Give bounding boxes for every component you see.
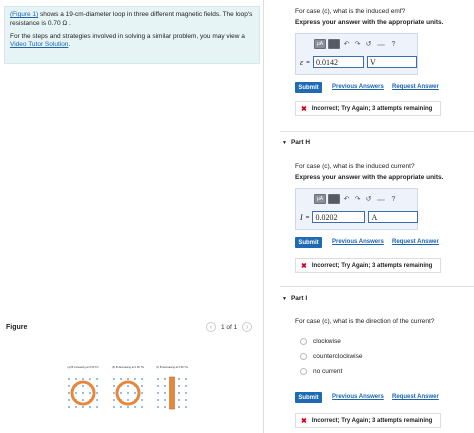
templates-icon[interactable]: μA [314, 194, 326, 204]
part-g-unit-input[interactable]: V [367, 56, 417, 68]
help-icon[interactable]: ? [391, 195, 396, 203]
field-dot [164, 385, 166, 387]
field-dot [178, 399, 180, 401]
column-divider [263, 0, 264, 433]
strategy-text [10, 33, 254, 51]
part-i-submit-button[interactable]: Submit [295, 392, 322, 403]
x-mark-icon: ✖ [301, 417, 307, 425]
part-i-title: Part I [290, 295, 308, 302]
part-h-instruction: Express your answer with the appropriate units. [295, 174, 444, 181]
radio-button[interactable] [300, 368, 307, 375]
part-g-feedback-text: Incorrect; Try Again; 3 attempts remaining [311, 105, 433, 112]
field-dot [82, 406, 84, 408]
part-h-title: Part H [290, 139, 311, 146]
field-dot [96, 392, 98, 394]
chevron-down-icon: ▼ [282, 295, 287, 302]
panel-c [157, 377, 187, 409]
figure-heading: Figure [6, 324, 28, 331]
part-h-header[interactable] [282, 139, 310, 146]
part-g-previous-answers-link[interactable]: Previous Answers [332, 84, 384, 90]
radio-button[interactable] [300, 353, 307, 360]
panel-b [113, 378, 143, 408]
field-dot [178, 392, 180, 394]
field-dot [75, 406, 77, 408]
field-dot [68, 378, 70, 380]
field-dot [185, 399, 187, 401]
part-i-header[interactable] [282, 295, 307, 302]
field-dot [89, 406, 91, 408]
field-dot [89, 392, 91, 394]
field-dot [185, 406, 187, 408]
field-dot [120, 378, 122, 380]
figure-caption-b: (b) B decreasing at 0.50 T/s [112, 366, 144, 369]
field-dot [96, 406, 98, 408]
strategy-end: . [68, 41, 71, 49]
figure-pager [206, 322, 252, 332]
field-dot [127, 392, 129, 394]
field-dot [141, 406, 143, 408]
part-g-instruction: Express your answer with the appropriate units. [295, 19, 444, 26]
part-h-toolbar [314, 194, 398, 204]
figure-caption-c: (c) B decreasing at 0.50 T/s [156, 366, 188, 369]
field-dot [75, 392, 77, 394]
separator [280, 286, 474, 287]
field-dot [185, 392, 187, 394]
symbols-icon[interactable] [328, 39, 340, 49]
field-dot [68, 392, 70, 394]
panel-a [68, 378, 98, 408]
field-dot [157, 399, 159, 401]
field-dot [178, 385, 180, 387]
field-dot [141, 392, 143, 394]
help-icon[interactable]: ? [391, 40, 396, 48]
problem-text [10, 11, 254, 29]
undo-icon[interactable]: ↶ [343, 196, 350, 203]
part-h-question: For case (c), what is the induced current? [295, 163, 415, 170]
equals-sign: = [305, 213, 310, 221]
field-dot [82, 378, 84, 380]
part-h-variable: I [300, 212, 303, 222]
figure-count: 1 of 1 [221, 323, 238, 331]
part-h-request-answer-link[interactable]: Request Answer [392, 239, 439, 245]
option-label: clockwise [313, 338, 341, 345]
part-i-feedback-text: Incorrect; Try Again; 3 attempts remaining [311, 417, 433, 424]
field-dot [164, 399, 166, 401]
field-dot [185, 385, 187, 387]
part-i-request-answer-link[interactable]: Request Answer [392, 394, 439, 400]
field-dot [68, 385, 70, 387]
templates-icon[interactable]: μA [314, 39, 326, 49]
problem-statement: shows a 19-cm-diameter loop in three different magnetic fields. The loop's resistance is 0.70 Ω . [10, 11, 253, 27]
part-g-request-answer-link[interactable]: Request Answer [392, 84, 439, 90]
problem-intro [4, 6, 260, 64]
part-g-answer-box [295, 33, 418, 75]
field-dot [164, 406, 166, 408]
field-dot [157, 385, 159, 387]
field-dot [113, 399, 115, 401]
part-g-toolbar [314, 39, 398, 49]
field-dot [120, 392, 122, 394]
field-dot [127, 406, 129, 408]
part-g-variable: ε [300, 57, 304, 67]
field-dot [113, 392, 115, 394]
redo-icon[interactable]: ↷ [354, 196, 361, 203]
chevron-left-icon: ‹ [209, 323, 213, 331]
part-i-question: For case (c), what is the direction of the current? [295, 318, 435, 325]
redo-icon[interactable]: ↷ [354, 41, 361, 48]
part-g-question: For case (c), what is the induced emf? [295, 8, 406, 15]
strategy-statement: For the steps and strategies involved in solving a similar problem, you may view a [10, 32, 245, 40]
equals-sign: = [306, 58, 310, 66]
keyboard-icon[interactable]: ▭▭ [377, 41, 385, 47]
field-dot [82, 392, 84, 394]
figure-caption-a: (a) B increasing at 0.50 T/s [67, 366, 99, 369]
option-label: no current [313, 368, 343, 375]
part-g-feedback [295, 101, 441, 116]
prev-figure-button[interactable] [206, 322, 216, 332]
part-h-value-input[interactable]: 0.0202 [312, 211, 365, 223]
part-i-feedback [295, 413, 441, 428]
field-dot [96, 385, 98, 387]
field-dot [164, 378, 166, 380]
x-mark-icon: ✖ [301, 105, 307, 113]
part-g-submit-button[interactable]: Submit [295, 82, 322, 93]
field-dot [75, 378, 77, 380]
figure-link[interactable]: (Figure 1) [10, 11, 39, 18]
field-dot [89, 378, 91, 380]
part-h-feedback-text: Incorrect; Try Again; 3 attempts remaining [311, 262, 433, 269]
field-dot [141, 385, 143, 387]
field-dot [127, 378, 129, 380]
part-h-unit-input[interactable]: A [368, 211, 418, 223]
field-dot [141, 378, 143, 380]
field-dot [178, 406, 180, 408]
option-clockwise[interactable] [300, 338, 341, 345]
field-dot [134, 406, 136, 408]
field-dot [120, 406, 122, 408]
option-counterclockwise[interactable] [300, 353, 363, 360]
field-dot [82, 385, 84, 387]
undo-icon[interactable]: ↶ [343, 41, 350, 48]
field-dot [164, 392, 166, 394]
keyboard-icon[interactable]: ▭▭ [377, 196, 385, 202]
field-dot [113, 378, 115, 380]
field-dot [82, 399, 84, 401]
field-dot [157, 392, 159, 394]
field-dot [134, 392, 136, 394]
magnetic-field-figure[interactable] [66, 362, 196, 414]
separator [280, 131, 474, 132]
part-h-previous-answers-link[interactable]: Previous Answers [332, 239, 384, 245]
field-dot [185, 378, 187, 380]
field-dot [127, 385, 129, 387]
field-dot [134, 378, 136, 380]
next-figure-button[interactable] [242, 322, 252, 332]
part-h-answer-box [295, 188, 418, 230]
reset-icon[interactable]: ↺ [365, 196, 372, 203]
field-dot [178, 378, 180, 380]
chevron-right-icon: › [246, 323, 249, 331]
field-dot [127, 399, 129, 401]
part-i-previous-answers-link[interactable]: Previous Answers [332, 394, 384, 400]
loop-edge-on [170, 377, 175, 409]
field-dot [96, 399, 98, 401]
option-no-current[interactable] [300, 368, 342, 375]
field-dot [157, 378, 159, 380]
part-g-value-input[interactable]: 0.0142 [313, 56, 364, 68]
field-dot [113, 385, 115, 387]
part-h-submit-button[interactable]: Submit [295, 237, 322, 248]
part-g-equation [300, 56, 417, 68]
field-dot [113, 406, 115, 408]
radio-button[interactable] [300, 338, 307, 345]
x-mark-icon: ✖ [301, 262, 307, 270]
chevron-down-icon: ▼ [282, 139, 287, 146]
field-dot [96, 378, 98, 380]
video-tutor-link[interactable]: Video Tutor Solution [10, 41, 69, 49]
part-h-feedback [295, 258, 441, 273]
part-h-equation [300, 211, 418, 223]
field-dot [68, 406, 70, 408]
field-dot [157, 406, 159, 408]
option-label: counterclockwise [313, 353, 363, 360]
field-dot [68, 399, 70, 401]
reset-icon[interactable]: ↺ [365, 41, 372, 48]
field-dot [141, 399, 143, 401]
symbols-icon[interactable] [328, 194, 340, 204]
